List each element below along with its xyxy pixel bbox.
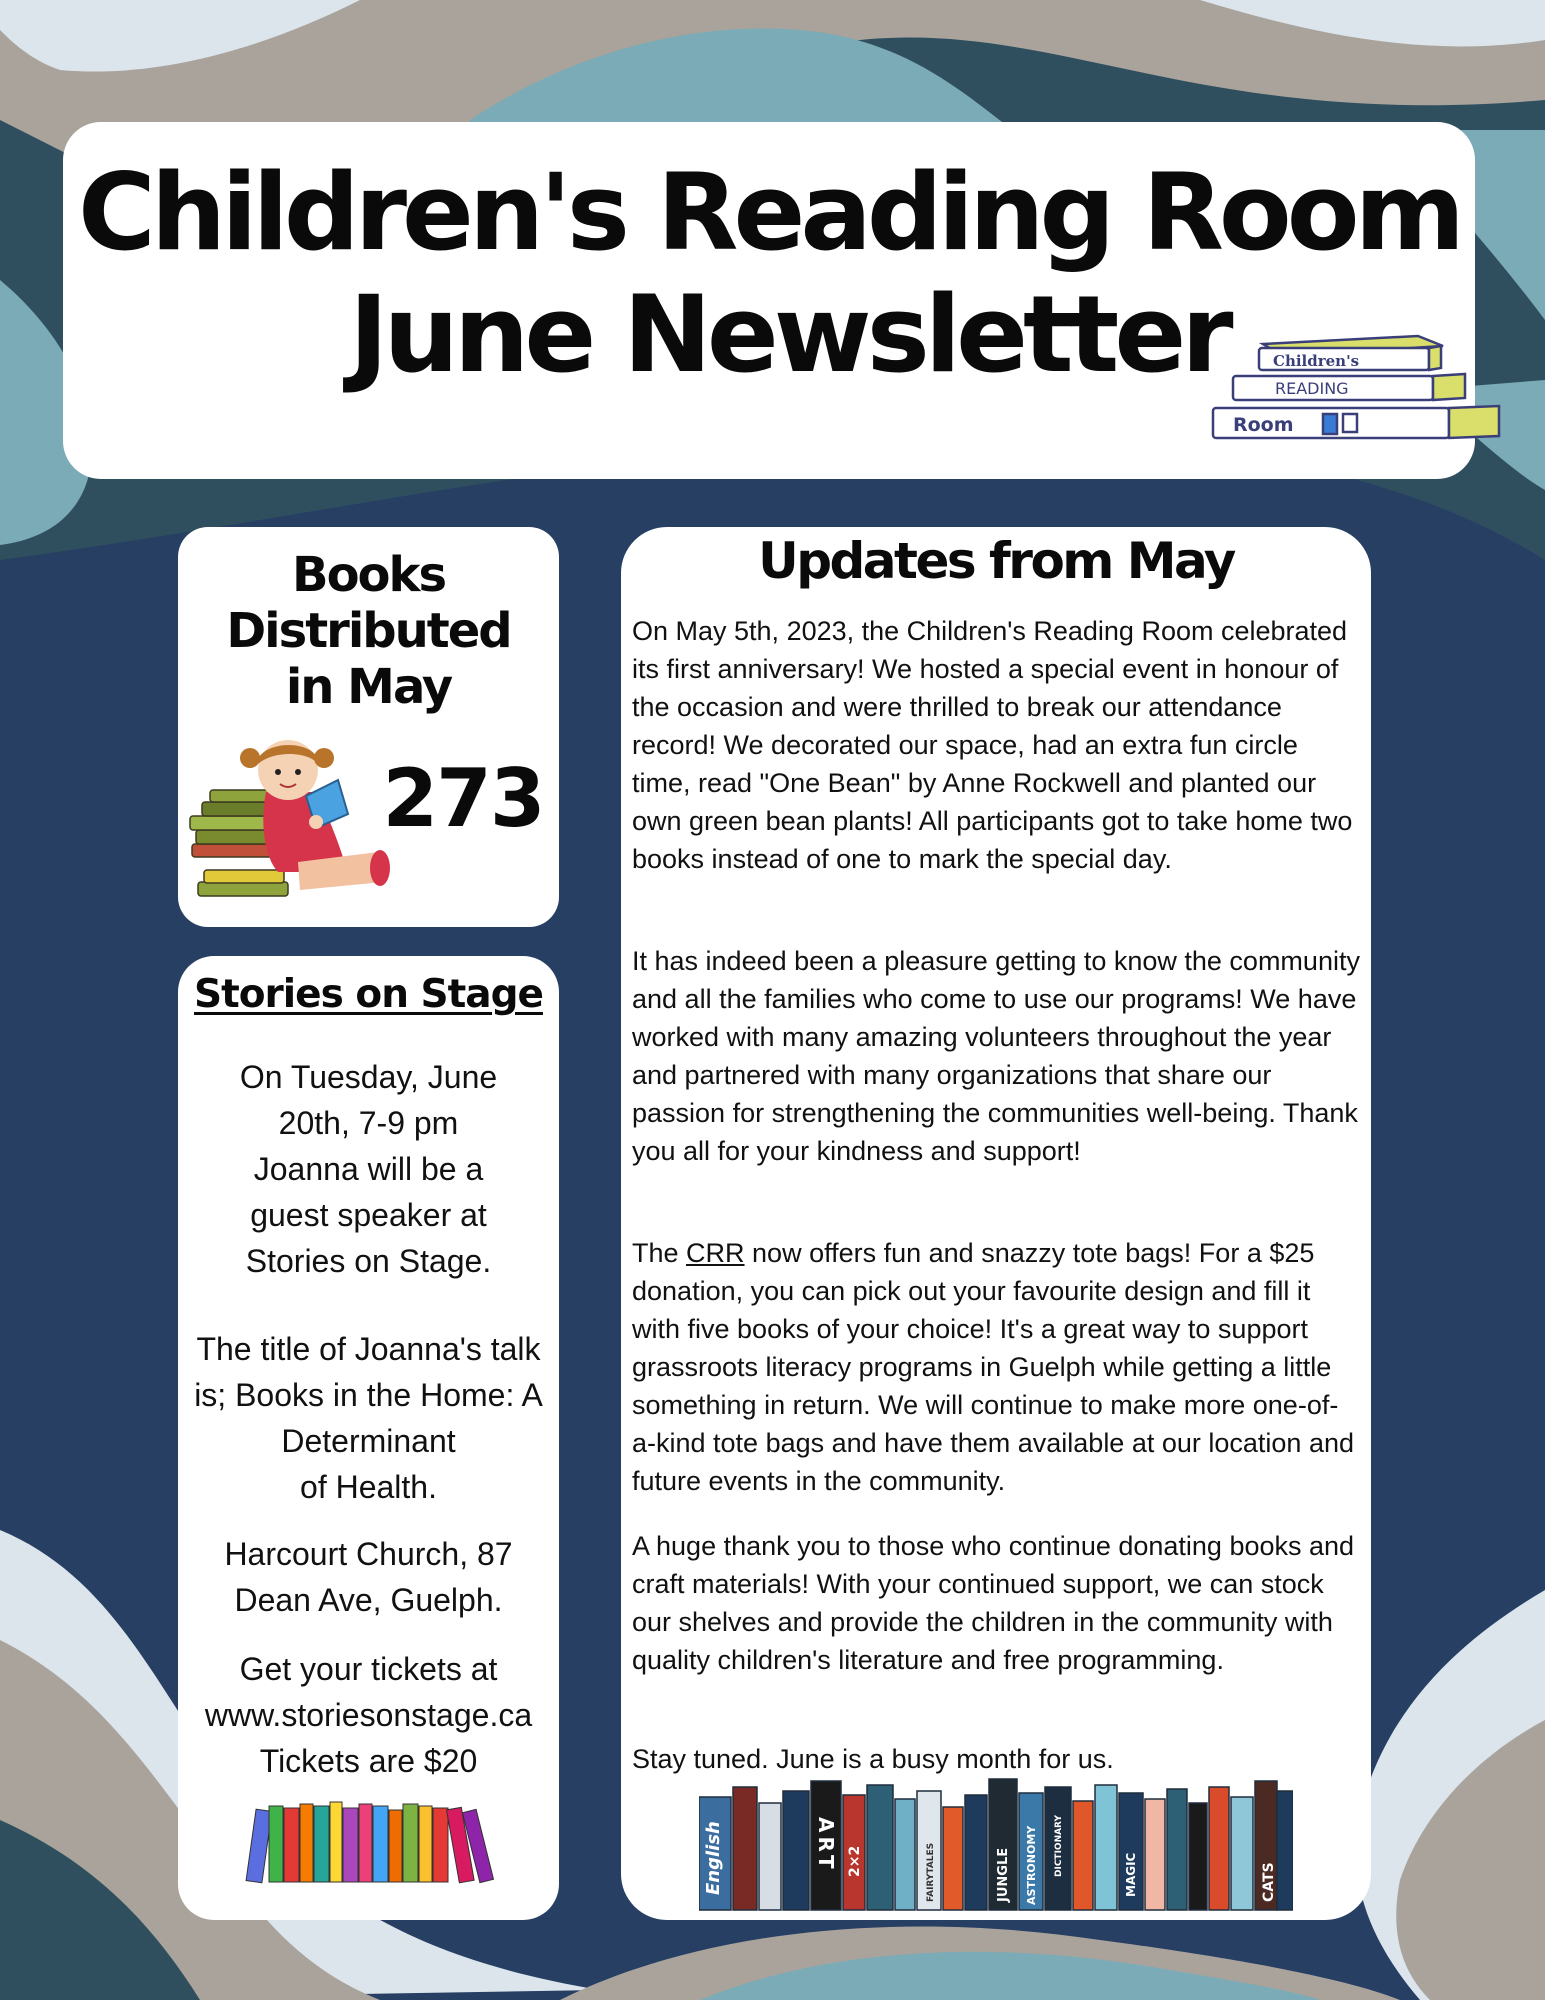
spine-cats: CATS [1261,1862,1277,1902]
books-distributed-card [178,527,559,927]
ticket-website-link[interactable]: www.storiesonstage.ca [204,1697,533,1733]
event-line: guest speaker at [250,1197,487,1233]
talk-line: Determinant [281,1423,456,1459]
books-heading-line: Books [291,547,446,603]
spine-jungle: JUNGLE [996,1847,1011,1902]
update-paragraph-thanks: A huge thank you to those who continue donating books and craft materials! With your continued support, we can stock our shelves and provide the children in the community with quality children's literature and free programming. [632,1531,1355,1675]
talk-line: is; Books in the Home: A [194,1377,543,1413]
books-heading-line: in May [285,659,452,715]
tote-text-prefix: The [632,1238,687,1268]
bookshelf-illustration [699,1777,1293,1912]
tote-text-body: now offers fun and snazzy tote bags! For a $25 donation, you can pick out your favourite design and fill it with five books of your choice! It's a great way to support grassroots literacy programs in Guelph while getting a little something in return. We will continue to make more one-of-a-kind tote bags and have them available at our location and future events in the community. [632,1238,1354,1496]
updates-from-may-card [621,527,1371,1920]
event-location [186,1531,551,1623]
stories-on-stage-heading: Stories on Stage [194,972,543,1017]
logo-word-room: Room [1233,414,1294,436]
spine-english: English [703,1821,724,1895]
update-paragraph-tote-bags [632,1234,1360,1500]
spine-math: 2×2 [847,1845,863,1877]
location-line: Dean Ave, Guelph. [234,1582,503,1618]
header-banner [63,122,1475,479]
girl-reading-illustration [188,732,408,912]
ticket-line: Get your tickets at [239,1651,498,1687]
crr-abbreviation: CRR [686,1238,745,1268]
logo-word-reading: READING [1275,379,1349,398]
talk-title [186,1326,551,1510]
books-heading-line: Distributed [226,603,511,659]
update-paragraph-community: It has indeed been a pleasure getting to know the community and all the families who come to use our programs! We have worked with many amazing volunteers throughout the year and partnered with many organizations that share our passion for strengthening the communities well-being. Thank you all for your kindness and support! [632,946,1360,1166]
ticket-line: Tickets are $20 [259,1743,478,1779]
colorful-books-illustration [243,1796,503,1886]
location-line: Harcourt Church, 87 [224,1536,513,1572]
update-paragraph-stay-tuned: Stay tuned. June is a busy month for us. [632,1744,1114,1774]
reading-room-logo [1203,330,1513,450]
spine-fairytales: FAIRYTALES [926,1842,936,1902]
event-line: On Tuesday, June [239,1059,498,1095]
spine-dictionary: DICTIONARY [1054,1814,1064,1877]
spine-astronomy: ASTRONOMY [1025,1825,1038,1905]
newsletter-title-line1: Children's Reading Room [77,151,1461,274]
event-line: 20th, 7-9 pm [278,1105,459,1141]
event-line: Joanna will be a [253,1151,484,1187]
updates-heading: Updates from May [758,532,1234,590]
talk-line: The title of Joanna's talk [196,1331,541,1367]
books-distributed-count: 273 [382,752,544,845]
newsletter-title-line2: June Newsletter [349,273,1229,396]
spine-magic: MAGIC [1124,1852,1138,1897]
ticket-info [186,1646,551,1784]
stories-on-stage-card [178,956,559,1920]
spine-art: ART [814,1817,838,1873]
talk-line: of Health. [300,1469,437,1505]
update-paragraph-anniversary: On May 5th, 2023, the Children's Reading Room celebrated its first anniversary! We hosted a special event in honour of the occasion and were thrilled to break our attendance record! We decorated our space, had an extra fun circle time, read "One Bean" by Anne Rockwell and planted our own green bean plants! All participants got to take home two books instead of one to mark the special day. [632,616,1353,874]
books-distributed-heading [178,547,559,715]
event-line: Stories on Stage. [245,1243,492,1279]
event-details [186,1054,551,1284]
logo-word-childrens: Children's [1273,352,1360,370]
